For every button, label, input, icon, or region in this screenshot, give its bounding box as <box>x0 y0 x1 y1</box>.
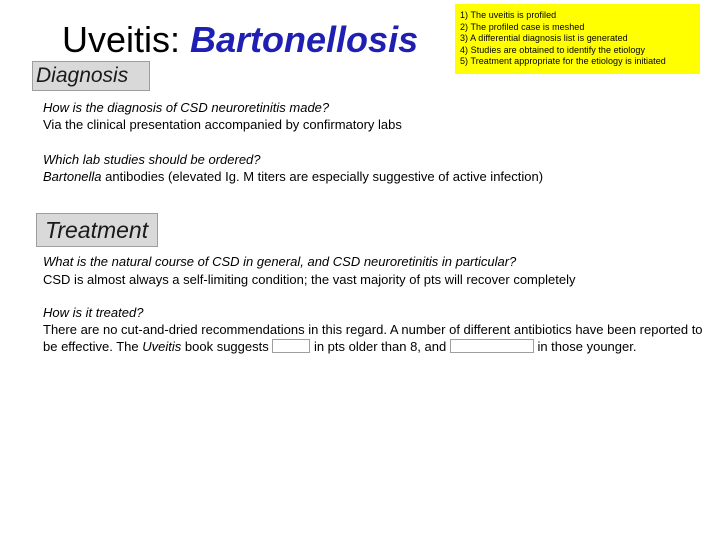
treatment-answer-2-part1: There are no cut-and-dried recommendations in this regard. A number of different antibiotics have been reported to be effective. The <box>43 322 703 354</box>
step-item: 3) A differential diagnosis list is generated <box>460 33 628 44</box>
steps-box <box>455 4 700 74</box>
treatment-answer-1: CSD is almost always a self-limiting condition; the vast majority of pts will recover completely <box>43 272 576 287</box>
treatment-answer-2-part4: in those younger. <box>533 339 637 354</box>
treatment-answer-2-part2: book suggests <box>181 339 273 354</box>
diagnosis-question-2: Which lab studies should be ordered? <box>43 152 261 167</box>
diagnosis-question-1: How is the diagnosis of CSD neuroretinitis made? <box>43 100 330 115</box>
step-item: 4) Studies are obtained to identify the etiology <box>460 44 646 55</box>
step-item: 1) The uveitis is profiled <box>460 10 557 20</box>
title-subtitle: Bartonellosis <box>190 19 419 60</box>
diagnosis-answer-2-text: antibodies (elevated Ig. M titers are especially suggestive of active infection) <box>101 169 544 184</box>
diagnosis-answer-1: Via the clinical presentation accompanied by confirmatory labs <box>43 117 402 132</box>
treatment-answer-2 <box>43 321 703 355</box>
book-title: Uveitis <box>142 339 182 354</box>
hidden-answer-box[interactable] <box>450 339 534 353</box>
diagnosis-answer-2 <box>43 168 543 185</box>
hidden-answer-box[interactable] <box>272 339 310 353</box>
slide-title <box>62 18 418 62</box>
organism-name: Bartonella <box>43 169 102 184</box>
diagnosis-heading: Diagnosis <box>32 61 150 91</box>
treatment-question-2: How is it treated? <box>43 305 144 320</box>
treatment-answer-2-part3: in pts older than 8, and <box>310 339 450 354</box>
treatment-question-1: What is the natural course of CSD in general, and CSD neuroretinitis in particular? <box>43 254 517 269</box>
step-item: 5) Treatment appropriate for the etiology is initiated <box>460 56 666 67</box>
treatment-heading: Treatment <box>36 213 158 247</box>
step-item: 2) The profiled case is meshed <box>460 21 585 32</box>
title-main: Uveitis: <box>62 19 191 60</box>
